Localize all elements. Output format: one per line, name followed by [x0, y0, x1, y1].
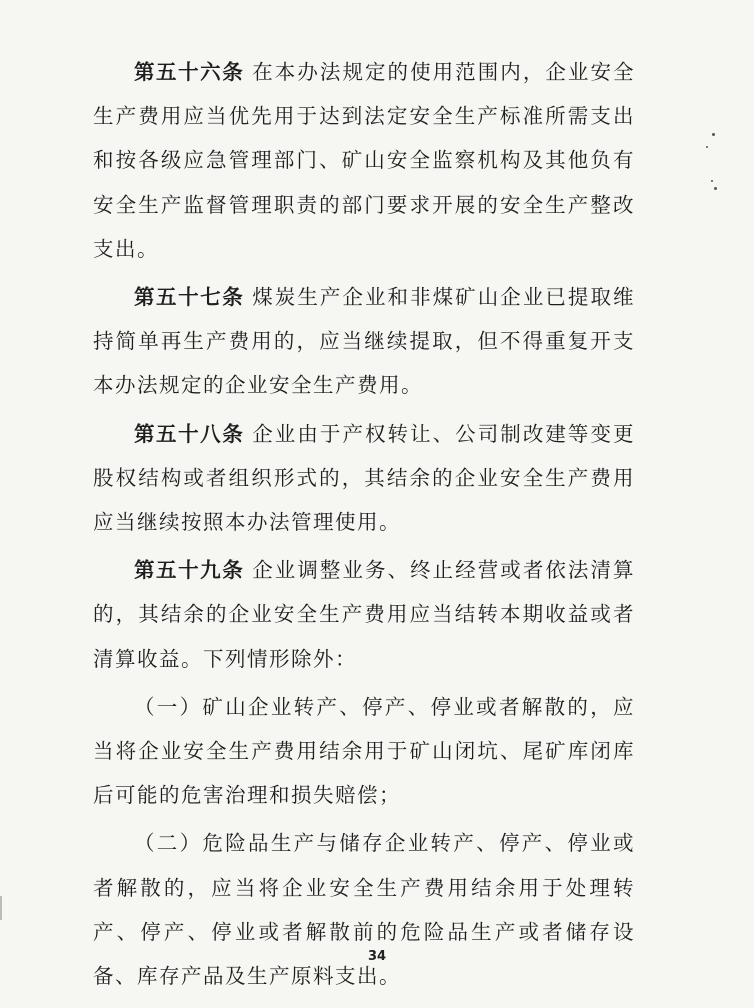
scan-speck — [714, 187, 717, 190]
page-number: 34 — [367, 949, 387, 964]
scan-edge-mark — [0, 896, 2, 920]
article-heading: 第五十八条 — [134, 421, 245, 446]
scan-speck — [712, 133, 715, 136]
article-heading: 第五十七条 — [134, 285, 245, 310]
scan-speck — [711, 180, 713, 182]
article-text: 煤炭生产企业和非煤矿山企业已提取维持简单再生产费用的，应当继续提取，但不得重复开支本办法规定的企业安全生产费用。 — [93, 285, 636, 398]
scan-speck — [706, 146, 708, 148]
article-heading: 第五十九条 — [134, 558, 245, 583]
article-heading: 第五十六条 — [134, 60, 245, 84]
list-item-1: （一）矿山企业转产、停产、停业或者解散的，应当将企业安全生产费用结余用于矿山闭坑、尾矿库闭库后可能的危害治理和损失赔偿； — [93, 694, 635, 808]
article-58 — [93, 412, 635, 545]
list-item-2: （二）危险品生产与储存企业转产、停产、停业或者解散的，应当将企业安全生产费用结余用于处理转产、停产、停业或者解散前的危险品生产或者储存设备、库存产品及生产原料支出。 — [93, 831, 635, 989]
document-body — [93, 50, 635, 1002]
article-56 — [93, 50, 635, 271]
article-text: 企业调整业务、终止经营或者依法清算的，其结余的企业安全生产费用应当结转本期收益或者清算收益。下列情形除外： — [93, 558, 636, 671]
article-59 — [93, 548, 635, 681]
article-text: 在本办法规定的使用范围内，企业安全生产费用应当优先用于达到法定安全生产标准所需支出和按各级应急管理部门、矿山安全监察机构及其他负有安全生产监督管理职责的部门要求开展的安全生产整改支出。 — [93, 60, 636, 261]
article-57 — [93, 275, 635, 408]
article-text: 企业由于产权转让、公司制改建等变更股权结构或者组织形式的，其结余的企业安全生产费用应当继续按照本办法管理使用。 — [93, 421, 636, 535]
